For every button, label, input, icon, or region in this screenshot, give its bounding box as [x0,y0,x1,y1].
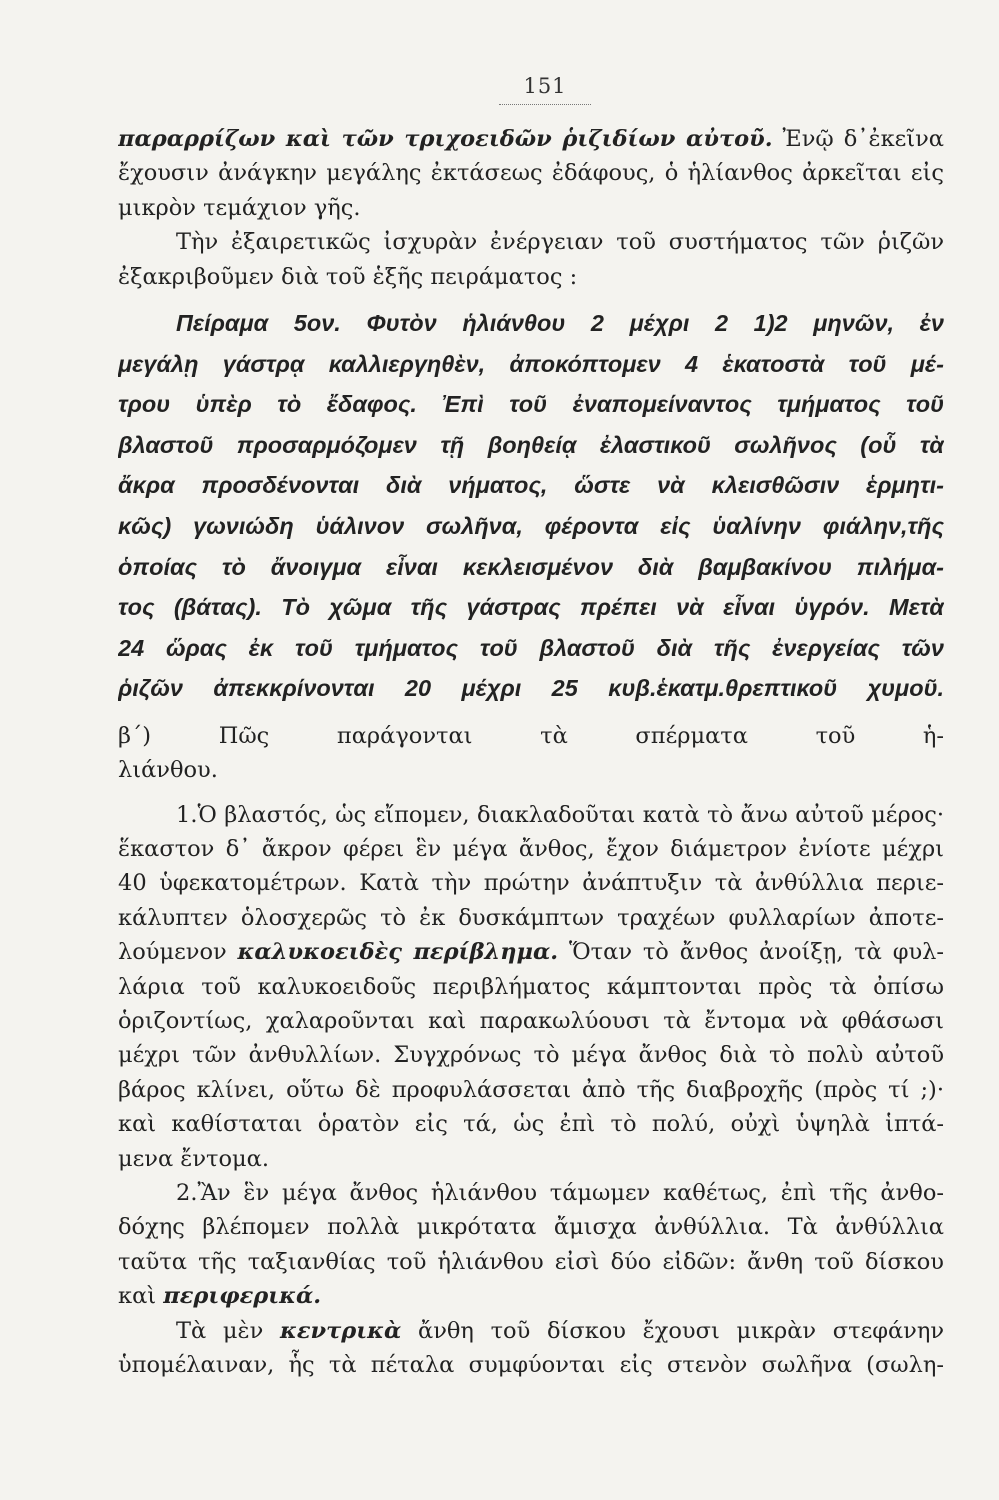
text-line: μέχρι τῶν ἀνθυλλίων. Συγχρόνως τὸ μέγα ἄνθος διὰ τὸ πολὺ αὐτοῦ [118,1042,944,1069]
experiment-line: τρου ὑπὲρ τὸ ἔδαφος. Ἐπὶ τοῦ ἐναπομείναντος τμήματος τοῦ [118,391,944,418]
paragraph-2 [118,1176,944,1314]
experiment-line: 24 ὥρας ἐκ τοῦ τμήματος τοῦ βλαστοῦ διὰ τῆς ἐνεργείας τῶν [118,634,944,661]
text-line: ὁριζοντίως, χαλαροῦνται καὶ παρακωλύουσι τὰ ἔντομα νὰ φθάσωσι [118,1008,944,1035]
experiment-line: ἄκρα προσδένονται διὰ νήματος, ὥστε νὰ κλεισθῶσιν ἑρμητι- [118,472,944,499]
experiment-line: μεγάλῃ γάστρᾳ καλλιεργηθὲν, ἀποκόπτομεν 4 ἑκατοστὰ τοῦ μέ- [118,350,944,377]
experiment-line: τος (βάτας). Τὸ χῶμα τῆς γάστρας πρέπει νὰ εἶναι ὑγρόν. Μετὰ [118,594,944,621]
text-line: ἐξακριβοῦμεν διὰ τοῦ ἑξῆς πειράματος : [118,263,578,290]
experiment-line: κῶς) γωνιώδη ὑάλινον σωλῆνα, φέροντα εἰς ὑαλίνην φιάλην,τῆς [118,512,944,539]
text-line: κάλυπτεν ὁλοσχερῶς τὸ ἐκ δυσκάμπτων τραχέων φυλλαρίων ἀποτε- [118,904,944,931]
page-number: 151 [523,74,567,98]
text-line: μενα ἔντομα. [118,1145,270,1172]
text-line: ταῦτα τῆς ταξιανθίας τοῦ ἡλιάνθου εἰσὶ δύο εἰδῶν: ἄνθη τοῦ δίσκου [118,1248,944,1275]
page-body [118,122,944,1382]
text-line: ἔχουσιν ἀνάγκην μεγάλης ἐκτάσεως ἐδάφους, ὁ ἡλίανθος ἀρκεῖται εἰς [118,160,944,187]
text-line: 1.Ὁ βλαστός, ὡς εἴπομεν, διακλαδοῦται κατὰ τὸ ἄνω αὐτοῦ μέρος· [176,801,944,828]
text-line: λάρια τοῦ καλυκοειδοῦς περιβλήματος κάμπτονται πρὸς τὰ ὀπίσω [118,973,944,1000]
heading-line: λιάνθου. [118,757,218,784]
text-line: καὶ καθίσταται ὁρατὸν εἰς τά, ὡς ἐπὶ τὸ πολύ, οὐχὶ ὑψηλὰ ἱπτά- [118,1111,944,1138]
text-line: 2.Ἂν ἓν μέγα ἄνθος ἡλιάνθου τάμωμεν καθέτως, ἐπὶ τῆς ἀνθο- [176,1179,944,1206]
section-heading [118,719,944,788]
experiment-line: Πείραμα 5ον. Φυτὸν ἡλιάνθου 2 μέχρι 2 1)2 μηνῶν, ἐν [176,309,944,336]
text-line: παραρρίζων καὶ τῶν τριχοειδῶν ῥιζιδίων αὐτοῦ. Ἐνῷ δ᾿ἐκεῖνα [118,126,944,152]
text-line: Τὰ μὲν κεντρικὰ ἄνθη τοῦ δίσκου ἔχουσι μικρὰν στεφάνην [176,1317,944,1344]
bold-phrase: παραρρίζων καὶ τῶν τριχοειδῶν ῥιζιδίων αὐτοῦ. [118,126,773,152]
experiment-paragraph [118,303,944,709]
paragraph-3 [118,1314,944,1383]
text-line: βάρος κλίνει, οὕτω δὲ προφυλάσσεται ἀπὸ τῆς διαβροχῆς (πρὸς τί ;)· [118,1076,944,1103]
paragraph-1 [118,798,944,1176]
text-line: 40 ὑφεκατομέτρων. Κατὰ τὴν πρώτην ἀνάπτυξιν τὰ ἀνθύλλια περιε- [118,870,944,897]
text-line: δόχης βλέπομεν πολλὰ μικρότατα ἄμισχα ἀνθύλλια. Τὰ ἀνθύλλια [118,1214,944,1241]
heading-line: β΄) Πῶς παράγονται τὰ σπέρματα τοῦ ἡ- [118,722,944,749]
text-line: μικρὸν τεμάχιον γῆς. [118,194,361,221]
page-number-rule [499,104,591,105]
text-line: Τὴν ἐξαιρετικῶς ἰσχυρὰν ἐνέργειαν τοῦ συστήματος τῶν ῥιζῶν [176,229,944,256]
text-line: ἕκαστον δ᾿ ἄκρον φέρει ἓν μέγα ἄνθος, ἔχον διάμετρον ἐνίοτε μέχρι [118,836,944,863]
experiment-line: ὁποίας τὸ ἄνοιγμα εἶναι κεκλεισμένον διὰ βαμβακίνου πιλήμα- [118,553,944,580]
text-line: ὑπομέλαιναν, ἧς τὰ πέταλα συμφύονται εἰς στενὸν σωλῆνα (σωλη- [118,1351,944,1378]
experiment-line: ῥιζῶν ἀπεκκρίνονται 20 μέχρι 25 κυβ.ἑκατμ.θρεπτικοῦ χυμοῦ. [118,675,944,702]
bold-phrase: περιφερικά. [163,1283,322,1310]
text-line: καὶ περιφερικά. [118,1283,322,1310]
text-line: λούμενον καλυκοειδὲς περίβλημα. Ὅταν τὸ ἄνθος ἀνοίξῃ, τὰ φυλ- [118,939,944,966]
bold-phrase: καλυκοειδὲς περίβλημα. [237,939,559,966]
bold-phrase: κεντρικὰ [279,1317,402,1344]
experiment-line: βλαστοῦ προσαρμόζομεν τῇ βοηθείᾳ ἐλαστικοῦ σωλῆνος (οὗ τὰ [118,431,944,458]
